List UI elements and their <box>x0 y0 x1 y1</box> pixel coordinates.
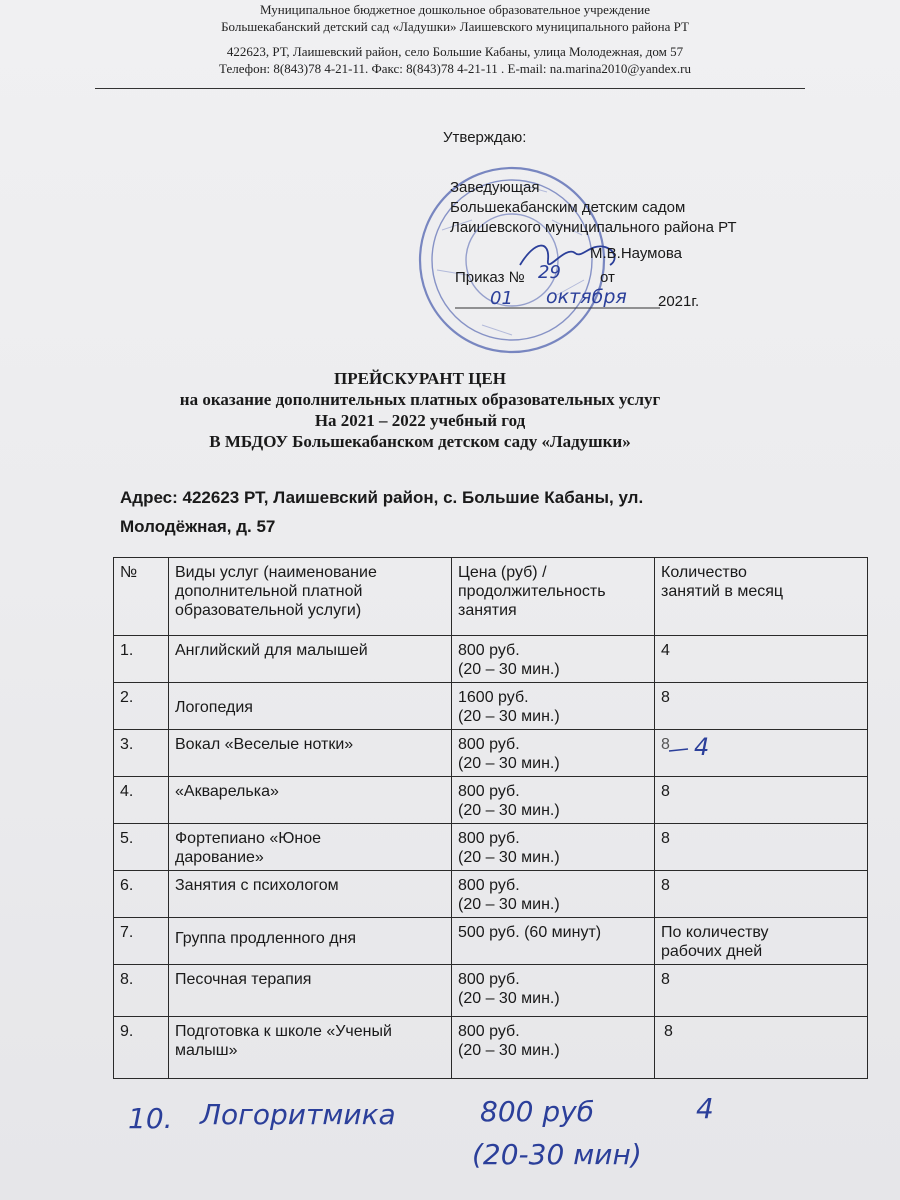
handwritten-correction: 4 <box>694 733 710 761</box>
row-service: «Акварелька» <box>169 777 452 824</box>
row-count: 8 <box>655 965 868 1017</box>
doc-title: ПРЕЙСКУРАНТ ЦЕН <box>334 369 506 388</box>
row-service: Подготовка к школе «Ученый малыш» <box>169 1017 452 1079</box>
table-row <box>114 777 868 824</box>
row-service: Логопедия <box>169 683 452 730</box>
row-num: 2. <box>114 683 169 730</box>
row-price: 800 руб. (20 – 30 мин.) <box>452 730 655 777</box>
table-row <box>114 636 868 683</box>
header-contacts: Телефон: 8(843)78 4-21-11. Факс: 8(843)78 4-21-11 . E-mail: na.marina2010@yandex.ru <box>219 61 691 76</box>
row-num: 5. <box>114 824 169 871</box>
header-service: Виды услуг (наименование дополнительной платной образовательной услуги) <box>169 558 452 636</box>
row-num: 8. <box>114 965 169 1017</box>
approval-date-month: октября <box>546 286 627 308</box>
table-row <box>114 683 868 730</box>
approval-order-number: 29 <box>538 262 561 283</box>
approval-order-from: от <box>600 269 615 286</box>
handwritten-row10-num: 10. <box>128 1102 173 1135</box>
row-count: 8 <box>655 824 868 871</box>
doc-subtitle-3: В МБДОУ Большекабанском детском саду «Ладушки» <box>209 432 631 451</box>
doc-subtitle-1: на оказание дополнительных платных образовательных услуг <box>179 390 661 409</box>
row-service: Группа продленного дня <box>169 918 452 965</box>
row-count: 4 <box>655 636 868 683</box>
row-price: 800 руб. (20 – 30 мин.) <box>452 777 655 824</box>
row-price: 1600 руб. (20 – 30 мин.) <box>452 683 655 730</box>
row-service: Вокал «Веселые нотки» <box>169 730 452 777</box>
row-price: 800 руб. (20 – 30 мин.) <box>452 965 655 1017</box>
header-org-line1: Муниципальное бюджетное дошкольное образовательное учреждение <box>260 2 650 17</box>
handwritten-row10-duration: (20-30 мин) <box>472 1138 642 1171</box>
approval-org-line2: Лаишевского муниципального района РТ <box>450 219 737 236</box>
row-service: Песочная терапия <box>169 965 452 1017</box>
header-count: Количество занятий в месяц <box>655 558 868 636</box>
approval-heading: Утверждаю: <box>443 129 527 146</box>
header-org-line2: Большекабанский детский сад «Ладушки» Лаишевского муниципального района РТ <box>221 19 689 34</box>
row-price: 800 руб. (20 – 30 мин.) <box>452 1017 655 1079</box>
row-count: 8 <box>655 871 868 918</box>
approval-signatory: М.В.Наумова <box>590 245 682 262</box>
row-service: Фортепиано «Юное дарование» <box>169 824 452 871</box>
handwritten-row10-price: 800 руб <box>480 1095 594 1128</box>
row-count: По количеству рабочих дней <box>655 918 868 965</box>
table-row <box>114 1017 868 1079</box>
row-count: 8 <box>655 777 868 824</box>
approval-order-label: Приказ № <box>455 269 525 286</box>
approval-date-year: 2021г. <box>658 293 700 310</box>
row-num: 4. <box>114 777 169 824</box>
row-count: 8 <box>655 730 868 777</box>
handwritten-row10-name: Логоритмика <box>200 1098 396 1131</box>
table-row <box>114 918 868 965</box>
row-num: 3. <box>114 730 169 777</box>
approval-org-line1: Большекабанским детским садом <box>450 199 686 216</box>
table-row <box>114 824 868 871</box>
row-price: 500 руб. (60 минут) <box>452 918 655 965</box>
row-price: 800 руб. (20 – 30 мин.) <box>452 636 655 683</box>
row-num: 7. <box>114 918 169 965</box>
row-price: 800 руб. (20 – 30 мин.) <box>452 871 655 918</box>
price-table <box>113 557 868 1079</box>
header-divider <box>95 88 805 89</box>
address-line1: Адрес: 422623 РТ, Лаишевский район, с. Большие Кабаны, ул. <box>120 488 644 507</box>
table-row <box>114 871 868 918</box>
doc-subtitle-2: На 2021 – 2022 учебный год <box>314 411 526 430</box>
header-price: Цена (руб) / продолжительность занятия <box>452 558 655 636</box>
row-num: 6. <box>114 871 169 918</box>
header-address: 422623, РТ, Лаишевский район, село Большие Кабаны, улица Молодежная, дом 57 <box>226 44 684 59</box>
header-num: № <box>114 558 169 636</box>
row-num: 1. <box>114 636 169 683</box>
table-row <box>114 965 868 1017</box>
row-service: Английский для малышей <box>169 636 452 683</box>
row-count: 8 <box>655 683 868 730</box>
address-line2: Молодёжная, д. 57 <box>120 517 276 536</box>
row-price: 800 руб. (20 – 30 мин.) <box>452 824 655 871</box>
date-underline <box>455 305 660 311</box>
approval-position: Заведующая <box>450 179 540 196</box>
row-num: 9. <box>114 1017 169 1079</box>
row-service: Занятия с психологом <box>169 871 452 918</box>
table-header-row <box>114 558 868 636</box>
row-count: 8 <box>655 1017 868 1079</box>
handwritten-row10-count: 4 <box>696 1092 714 1125</box>
strike-mark <box>668 743 690 757</box>
table-row <box>114 730 868 777</box>
approval-date-day: 01 <box>490 288 513 309</box>
